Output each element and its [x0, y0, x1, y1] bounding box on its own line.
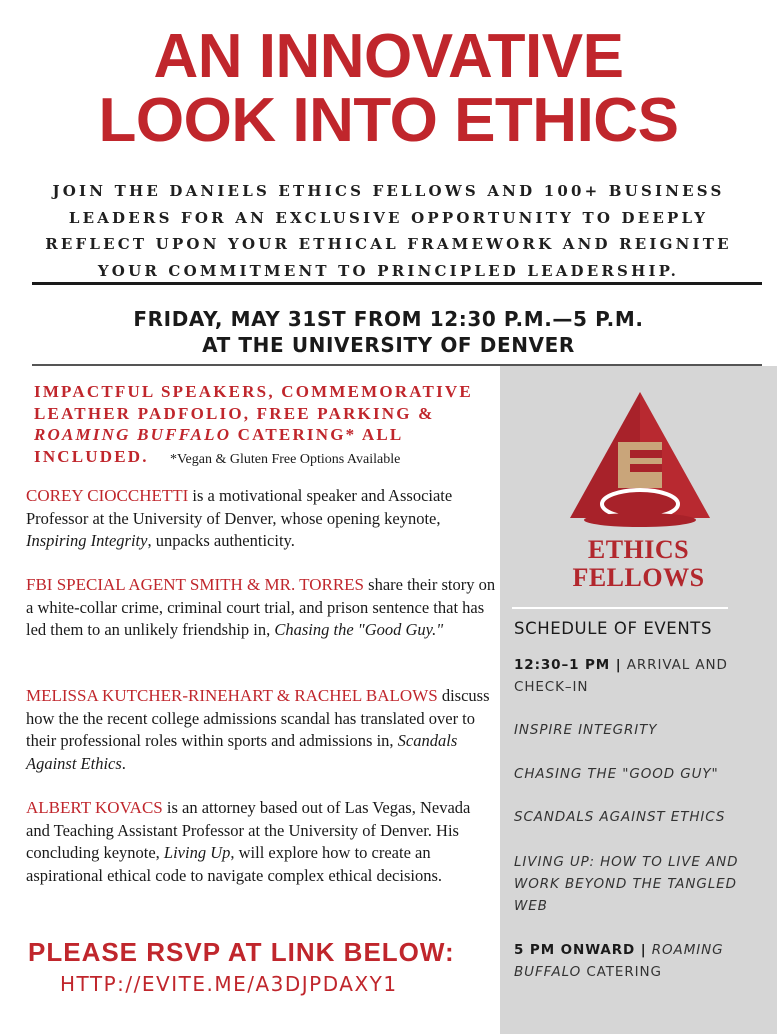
- speaker-name-4: ALBERT KOVACS: [26, 798, 163, 817]
- ethics-fellows-a-logo-icon: [560, 392, 720, 528]
- speaker-name-3: MELISSA KUTCHER-RINEHART & RACHEL BALOWS: [26, 686, 438, 705]
- schedule-item-5: [514, 851, 764, 917]
- rsvp-link[interactable]: HTTP://EVITE.ME/A3DJPDAXY1: [60, 972, 398, 996]
- schedule-item-1: [514, 654, 764, 698]
- speaker-desc-3a: discuss how the the recent college admissions scandal has translated over to their professional roles within sports and admissions in,: [26, 686, 490, 750]
- talk-title-3: Scandals Against Ethics: [26, 731, 458, 773]
- schedule-caterer-6: ROAMING BUFFALO: [514, 942, 724, 980]
- speaker-paragraph-3: [26, 685, 496, 775]
- schedule-time-6: 5 PM ONWARD |: [514, 942, 647, 958]
- schedule-title: SCHEDULE OF EVENTS: [514, 619, 713, 638]
- dietary-note: *Vegan & Gluten Free Options Available: [170, 452, 401, 467]
- talk-title-2: Chasing the "Good Guy.": [274, 620, 444, 639]
- speaker-paragraph-1: [26, 485, 496, 553]
- event-date: FRIDAY, MAY 31ST FROM 12:30 P.M.—5 P.M.: [133, 307, 644, 331]
- intro-text: JOIN THE DANIELS ETHICS FELLOWS AND 100+ BUSINESS LEADERS FOR AN EXCLUSIVE OPPORTUNITY TO DEEPLY REFLECT UPON YOUR ETHICAL FRAMEWORK AND REIGNITE YOUR COMMITMENT TO PRINCIPLED LEADERSHIP.: [45, 182, 732, 280]
- schedule-item-6: [514, 939, 764, 983]
- logo-e-bar-1: [630, 450, 662, 458]
- logo-base: [584, 513, 696, 527]
- schedule-item-4: [514, 806, 764, 828]
- speaker-paragraph-4: [26, 797, 496, 887]
- title-line-2: LOOK INTO ETHICS: [98, 86, 679, 155]
- perks-part-1: IMPACTFUL SPEAKERS, COMMEMORATIVE LEATHER PADFOLIO, FREE PARKING &: [34, 382, 473, 423]
- schedule-text-6: CATERING: [581, 964, 662, 980]
- schedule-text-3: CHASING THE "GOOD GUY": [514, 766, 719, 782]
- speaker-name-2: FBI SPECIAL AGENT SMITH & MR. TORRES: [26, 575, 365, 594]
- schedule-text-1: ARRIVAL AND CHECK–IN: [514, 657, 728, 695]
- speaker-desc-1b: , unpacks authenticity.: [147, 531, 295, 550]
- logo-text-fellows: FELLOWS: [572, 563, 705, 592]
- speaker-name-1: COREY CIOCCHETTI: [26, 486, 189, 505]
- speaker-paragraph-2: [26, 574, 496, 642]
- logo-text-ethics: ETHICS: [587, 535, 690, 564]
- sidebar-divider: [512, 607, 728, 609]
- schedule-item-3: [514, 763, 764, 785]
- speaker-desc-2a: share their story on a white-collar crime, criminal court trial, and prison sentence that has led them to an unlikely friendship in,: [26, 575, 496, 639]
- talk-title-1: Inspiring Integrity: [26, 531, 148, 550]
- talk-title-4: Living Up: [163, 843, 231, 862]
- schedule-time-1: 12:30–1 PM |: [514, 657, 622, 673]
- speaker-desc-1a: is a motivational speaker and Associate Professor at the University of Denver, whose opening keynote,: [26, 486, 453, 528]
- speaker-desc-4a: is an attorney based out of Las Vegas, Nevada and Teaching Assistant Professor at the University of Denver. His concluding keynote,: [26, 798, 471, 862]
- schedule-item-2: [514, 719, 764, 741]
- schedule-text-4: SCANDALS AGAINST ETHICS: [514, 809, 726, 825]
- event-location: AT THE UNIVERSITY OF DENVER: [202, 333, 575, 357]
- schedule-text-5: LIVING UP: HOW TO LIVE AND WORK BEYOND THE TANGLED WEB: [514, 854, 739, 914]
- speaker-desc-3b: .: [121, 753, 126, 773]
- perks-caterer: ROAMING BUFFALO: [34, 425, 232, 444]
- schedule-text-2: INSPIRE INTEGRITY: [514, 722, 658, 738]
- logo-e-bar-2: [630, 464, 662, 472]
- title-line-1: AN INNOVATIVE: [153, 22, 624, 91]
- rsvp-heading: PLEASE RSVP AT LINK BELOW:: [28, 937, 455, 967]
- perks-part-2: CATERING* ALL INCLUDED.: [34, 425, 403, 466]
- divider-top: [32, 282, 762, 285]
- speaker-desc-4b: , will explore how to create an aspirational ethical code to navigate complex ethical decisions.: [26, 843, 443, 885]
